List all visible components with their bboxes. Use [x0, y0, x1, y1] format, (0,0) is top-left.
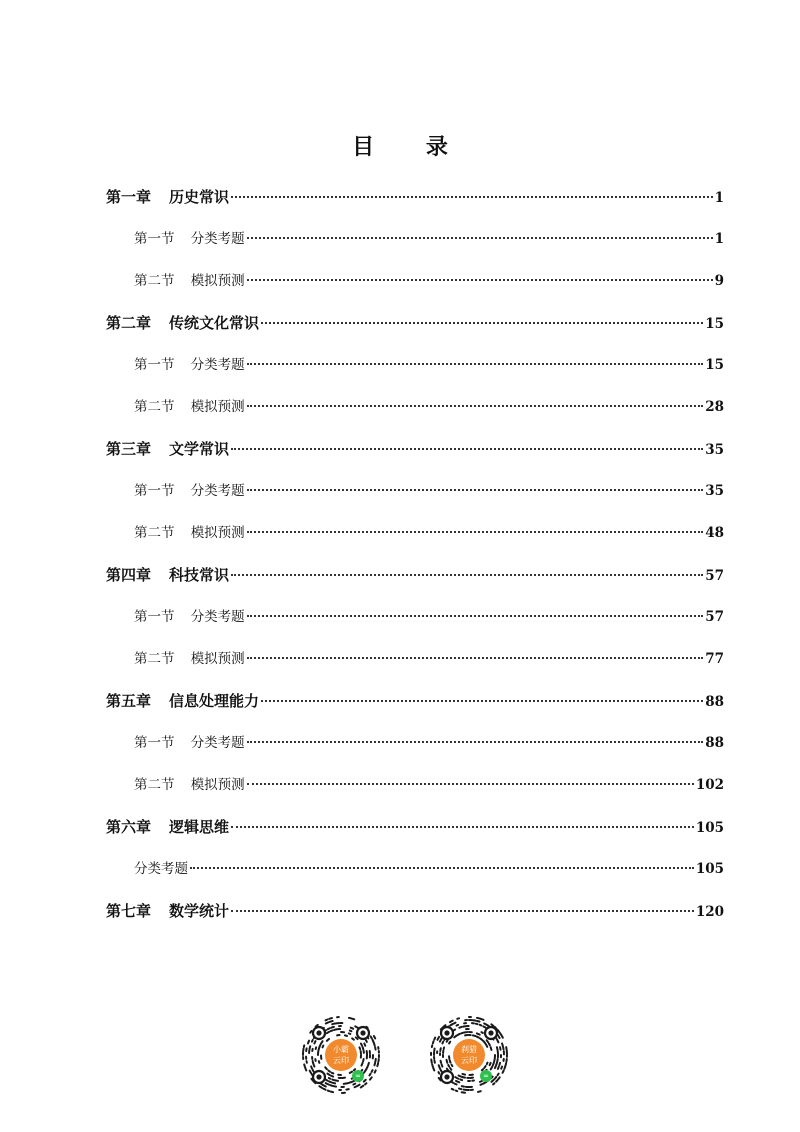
toc-page-number: 77: [705, 651, 724, 667]
toc-entry-title: 分类考题: [190, 483, 245, 499]
toc-entry-title: 分类考题: [190, 609, 245, 625]
mini-program-icon: ∞: [480, 1070, 492, 1082]
toc-section-row[interactable]: [106, 603, 724, 645]
toc-page-number: 35: [705, 442, 724, 458]
toc-entry-title: 历史常识: [169, 188, 230, 206]
toc-entry-number: 第二节: [134, 525, 175, 541]
toc-entry-title: 模拟预测: [190, 399, 245, 415]
mini-program-icon: ∞: [352, 1070, 364, 1082]
toc-chapter-row[interactable]: [106, 435, 724, 477]
toc-page-number: 1: [714, 190, 724, 206]
toc-dot-leader: [247, 615, 704, 617]
toc-entry-title: 模拟预测: [190, 651, 245, 667]
toc-page-number: 88: [705, 694, 724, 710]
toc-section-row[interactable]: [106, 519, 724, 561]
toc-dot-leader: [190, 867, 694, 869]
toc-entry-number: 第一节: [134, 483, 175, 499]
toc-chapter-row[interactable]: [106, 183, 724, 225]
toc-dot-leader: [231, 910, 694, 912]
toc-section-row[interactable]: [106, 351, 724, 393]
toc-section-row[interactable]: [106, 477, 724, 519]
toc-entry-number: 第二节: [134, 273, 175, 289]
toc-page-number: 57: [705, 609, 724, 625]
toc-dot-leader: [247, 279, 713, 281]
toc-dot-leader: [247, 783, 694, 785]
toc-section-row[interactable]: [106, 267, 724, 309]
toc-entry-title: 分类考题: [134, 861, 188, 877]
toc-entry-number: 第五章: [106, 692, 152, 710]
toc-entry-title: 分类考题: [190, 357, 245, 373]
toc-page-number: 105: [695, 820, 724, 836]
toc-dot-leader: [247, 405, 704, 407]
toc-page-number: 28: [705, 399, 724, 415]
toc-page-number: 15: [705, 357, 724, 373]
qr-logo-badge: [453, 1039, 485, 1071]
toc-page-number: 102: [695, 777, 724, 793]
toc-page-number: 105: [695, 861, 724, 877]
toc-entry-title: 科技常识: [169, 566, 230, 584]
toc-entry-title: 模拟预测: [190, 777, 245, 793]
toc-entry-title: 文学常识: [169, 440, 230, 458]
toc-section-row[interactable]: [106, 855, 724, 897]
qr-logo-line1: 刹猎: [461, 1045, 477, 1054]
toc-page-number: 48: [705, 525, 724, 541]
toc-entry-title: 数学统计: [169, 902, 230, 920]
toc-entry-number: 第一节: [134, 357, 175, 373]
toc-entry-title: 分类考题: [190, 231, 245, 247]
toc-entry-title: 模拟预测: [190, 525, 245, 541]
toc-entry-number: 第四章: [106, 566, 152, 584]
toc-section-row[interactable]: [106, 225, 724, 267]
toc-dot-leader: [261, 700, 703, 702]
toc-dot-leader: [247, 237, 713, 239]
toc-page-number: 9: [714, 273, 724, 289]
qr-logo-line2: 云印: [461, 1056, 477, 1065]
toc-dot-leader: [247, 363, 704, 365]
toc-dot-leader: [247, 489, 704, 491]
toc-entry-title: 分类考题: [190, 735, 245, 751]
toc-entry-number: 第三章: [106, 440, 152, 458]
toc-chapter-row[interactable]: [106, 897, 724, 939]
toc-entry-number: 第二节: [134, 777, 175, 793]
toc-page-number: 57: [705, 568, 724, 584]
toc-dot-leader: [247, 657, 704, 659]
toc-entry-number: 第二节: [134, 651, 175, 667]
qr-logo-line2: 云印: [333, 1056, 349, 1065]
toc-dot-leader: [247, 531, 704, 533]
toc-entry-number: 第一节: [134, 231, 175, 247]
toc-entry-title: 模拟预测: [190, 273, 245, 289]
toc-page-number: 120: [695, 904, 724, 920]
toc-entry-number: 第二章: [106, 314, 152, 332]
toc-chapter-row[interactable]: [106, 813, 724, 855]
toc-dot-leader: [231, 448, 703, 450]
toc-chapter-row[interactable]: [106, 309, 724, 351]
toc-dot-leader: [261, 322, 703, 324]
qr-logo-line1: 小霸: [333, 1045, 349, 1054]
toc-page-number: 1: [714, 231, 724, 247]
toc-entry-number: 第一章: [106, 188, 152, 206]
toc-dot-leader: [231, 574, 703, 576]
toc-page-number: 15: [705, 316, 724, 332]
toc-dot-leader: [231, 196, 713, 198]
toc-section-row[interactable]: [106, 729, 724, 771]
toc-entry-title: 信息处理能力: [169, 692, 260, 710]
toc-entry-title: 传统文化常识: [169, 314, 260, 332]
qr-code-left: [299, 1013, 383, 1097]
toc-entry-number: 第六章: [106, 818, 152, 836]
toc-chapter-row[interactable]: [106, 687, 724, 729]
qr-logo-badge: [325, 1039, 357, 1071]
toc-dot-leader: [247, 741, 704, 743]
page-title: 目 录: [352, 135, 470, 160]
table-of-contents: [106, 183, 724, 939]
toc-section-row[interactable]: [106, 645, 724, 687]
toc-entry-number: 第二节: [134, 399, 175, 415]
toc-entry-number: 第一节: [134, 609, 175, 625]
qr-code-right: [427, 1013, 511, 1097]
toc-chapter-row[interactable]: [106, 561, 724, 603]
toc-section-row[interactable]: [106, 393, 724, 435]
toc-page-number: 88: [705, 735, 724, 751]
toc-entry-title: 逻辑思维: [169, 818, 230, 836]
toc-entry-number: 第七章: [106, 902, 152, 920]
toc-section-row[interactable]: [106, 771, 724, 813]
toc-page-number: 35: [705, 483, 724, 499]
toc-dot-leader: [231, 826, 694, 828]
toc-entry-number: 第一节: [134, 735, 175, 751]
